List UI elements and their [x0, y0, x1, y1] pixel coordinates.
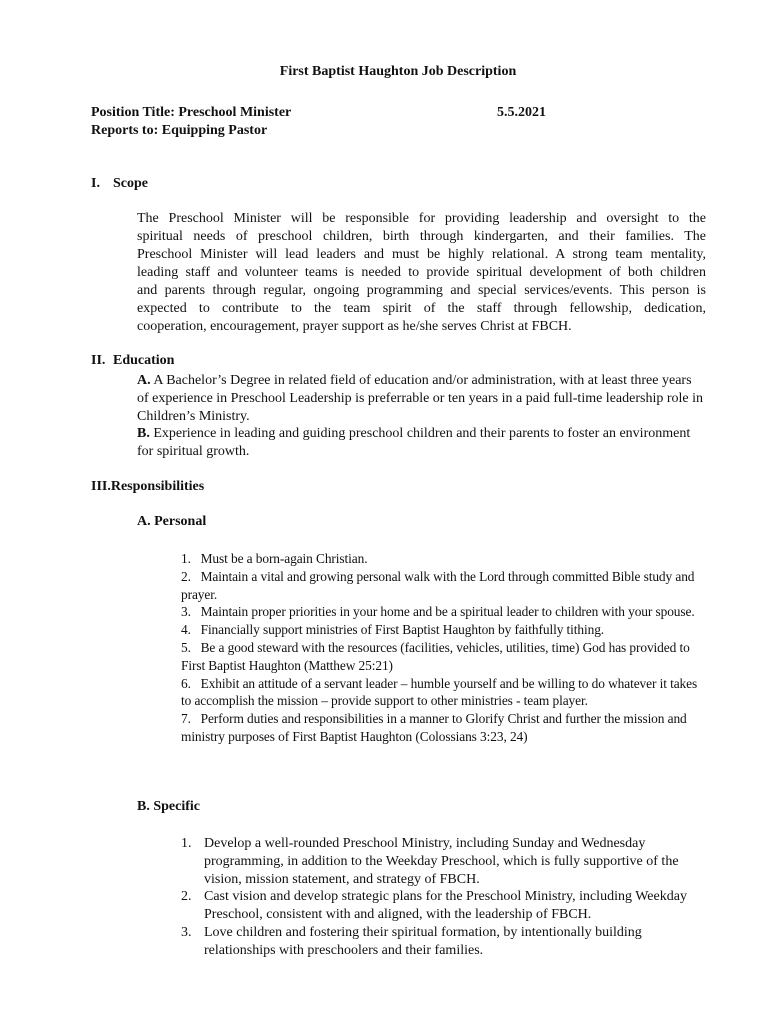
- education-item-a-text: A Bachelor’s Degree in related field of education and/or administration, with at least three years of experience in Preschool Leadership is preferrable or ten years in a paid full-time leadership role in Children’s Ministry.: [137, 373, 703, 424]
- list-item-number: 1.: [181, 551, 191, 566]
- education-number: II.: [91, 353, 106, 368]
- list-item-number: 2.: [181, 568, 191, 584]
- scope-line: Preschool Minister will lead leaders and must be highly relational. A strong team mentality,: [137, 247, 706, 262]
- list-item: [181, 675, 701, 711]
- list-item: [181, 835, 711, 888]
- scope-heading-text: Scope: [113, 176, 148, 191]
- list-item-text: Love children and fostering their spiritual formation, by intentionally building relationships with preschoolers and their families.: [204, 924, 642, 958]
- list-item-number: 2.: [181, 889, 192, 905]
- list-item-text: Maintain proper priorities in your home and be a spiritual leader to children with your spouse.: [200, 604, 695, 620]
- personal-heading: A. Personal: [137, 514, 207, 529]
- list-item-text: Cast vision and develop strategic plans for the Preschool Ministry, including Weekday Preschool, consistent with and aligned, with the leadership of FBCH.: [204, 889, 687, 923]
- scope-line: The Preschool Minister will be responsible for providing leadership and oversight to the: [137, 211, 706, 226]
- education-item-b: [137, 425, 705, 461]
- specific-list: [181, 835, 711, 960]
- reports-to: Reports to: Equipping Pastor: [91, 123, 268, 138]
- list-item-text: Must be a born-again Christian.: [200, 551, 368, 566]
- scope-line: expected to contribute to the team spirit of the staff through fellowship, dedication,: [137, 301, 706, 316]
- personal-list: [181, 550, 701, 746]
- education-item-b-text: Experience in leading and guiding preschool children and their parents to foster an environment for spiritual growth.: [137, 426, 691, 460]
- list-item: [181, 924, 711, 960]
- document-date: 5.5.2021: [497, 105, 546, 120]
- education-heading-text: Education: [113, 353, 175, 368]
- list-item-number: 5.: [181, 639, 191, 655]
- list-item-number: 7.: [181, 711, 191, 727]
- list-item-text: Develop a well-rounded Preschool Ministry, including Sunday and Wednesday programming, in addition to the Weekday Preschool, which is fully supportive of the vision, mission statement, and strategy of FBCH.: [204, 836, 679, 887]
- list-item-number: 6.: [181, 675, 191, 691]
- scope-number: I.: [91, 176, 100, 191]
- scope-line: spiritual needs of preschool children, birth through kindergarten, and their families. The: [137, 229, 706, 244]
- scope-heading: [91, 176, 148, 192]
- list-item: [181, 568, 701, 604]
- scope-line: leading staff and volunteer teams is needed to provide spiritual development of both children: [137, 265, 706, 280]
- education-heading: [91, 353, 174, 369]
- document-title: First Baptist Haughton Job Description: [279, 64, 517, 79]
- list-item: [181, 550, 701, 568]
- list-item-number: 4.: [181, 622, 191, 638]
- list-item: [181, 888, 711, 924]
- education-item-a-label: A.: [137, 373, 151, 388]
- list-item: [181, 710, 701, 746]
- specific-heading: B. Specific: [137, 799, 200, 814]
- list-item-text: Exhibit an attitude of a servant leader – humble yourself and be willing to do whatever it takes to accomplish the mission – provide support to other ministries - team player.: [181, 675, 698, 709]
- position-title: Position Title: Preschool Minister: [91, 105, 292, 120]
- list-item-number: 3.: [181, 604, 191, 620]
- education-item-b-label: B.: [137, 426, 150, 442]
- list-item-text: Financially support ministries of First Baptist Haughton by faithfully tithing.: [200, 622, 605, 638]
- list-item-number: 3.: [181, 924, 192, 940]
- education-requirements: [137, 372, 705, 461]
- list-item: [181, 621, 701, 639]
- scope-line: and parents through regular, ongoing programming and special services/events. This person is: [137, 283, 706, 298]
- list-item-number: 1.: [181, 836, 192, 851]
- list-item: [181, 639, 701, 675]
- education-item-a: [137, 372, 705, 425]
- list-item-text: Maintain a vital and growing personal walk with the Lord through committed Bible study and prayer.: [181, 568, 695, 602]
- list-item-text: Be a good steward with the resources (facilities, vehicles, utilities, time) God has provided to First Baptist Haughton (Matthew 25:21): [181, 639, 690, 673]
- scope-line: cooperation, encouragement, prayer support as he/she serves Christ at FBCH.: [137, 319, 572, 334]
- responsibilities-heading: III.Responsibilities: [91, 479, 205, 494]
- list-item-text: Perform duties and responsibilities in a manner to Glorify Christ and further the mission and ministry purposes of First Baptist Haughton (Colossians 3:23, 24): [181, 711, 687, 744]
- list-item: [181, 603, 701, 621]
